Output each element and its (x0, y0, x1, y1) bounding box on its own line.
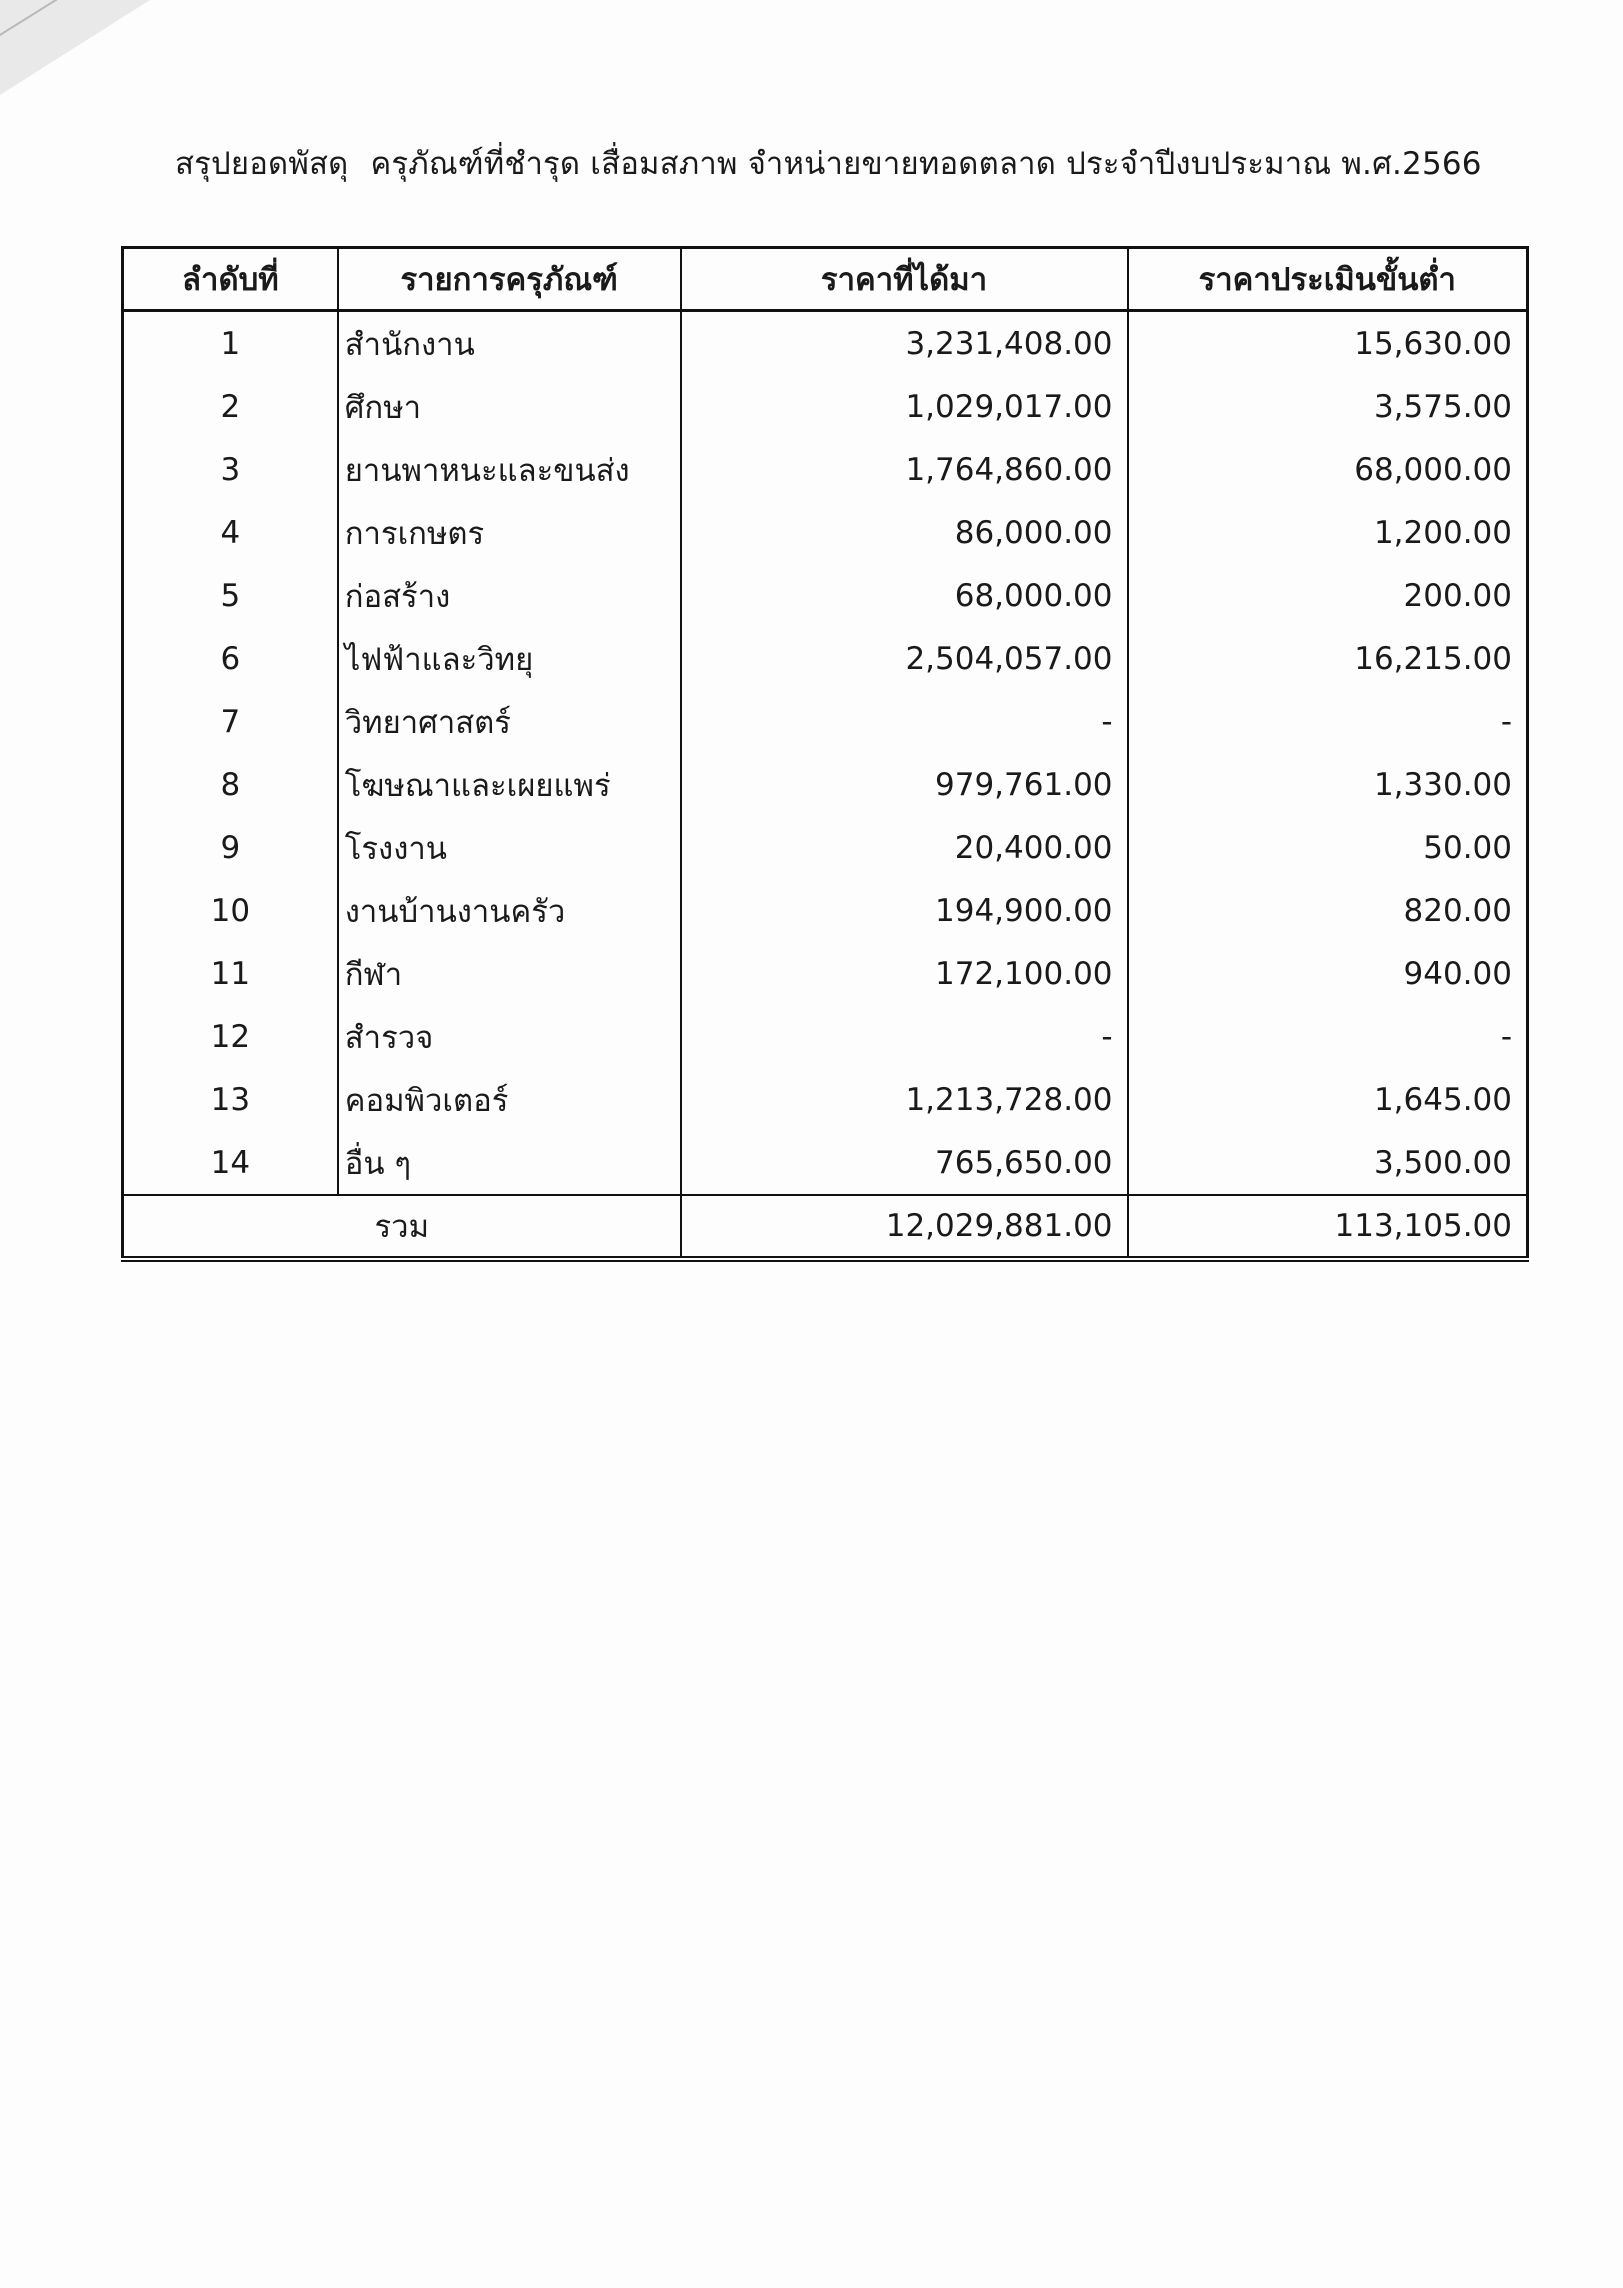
row-acquired-price: 1,029,017.00 (681, 375, 1128, 438)
row-item-name: การเกษตร (338, 501, 681, 564)
row-acquired-price: 194,900.00 (681, 879, 1128, 942)
row-acquired-price: 68,000.00 (681, 564, 1128, 627)
row-min-price: 16,215.00 (1128, 627, 1528, 690)
row-min-price: 940.00 (1128, 942, 1528, 1005)
row-min-price: - (1128, 1005, 1528, 1068)
row-acquired-price: 1,764,860.00 (681, 438, 1128, 501)
table-row (123, 690, 1528, 753)
row-item-name: ก่อสร้าง (338, 564, 681, 627)
row-acquired-price: 86,000.00 (681, 501, 1128, 564)
total-label: รวม (123, 1195, 681, 1259)
row-number: 8 (123, 753, 338, 816)
row-item-name: สำนักงาน (338, 311, 681, 376)
row-min-price: 1,645.00 (1128, 1068, 1528, 1131)
row-item-name: โฆษณาและเผยแพร่ (338, 753, 681, 816)
document-title (175, 138, 1482, 188)
row-acquired-price: 3,231,408.00 (681, 311, 1128, 376)
equipment-summary-table (121, 246, 1529, 1262)
table-row (123, 879, 1528, 942)
total-min-price: 113,105.00 (1128, 1195, 1528, 1259)
row-item-name: งานบ้านงานครัว (338, 879, 681, 942)
header-min-price: ราคาประเมินขั้นต่ำ (1128, 248, 1528, 311)
table-row (123, 627, 1528, 690)
row-min-price: 200.00 (1128, 564, 1528, 627)
row-acquired-price: - (681, 690, 1128, 753)
row-acquired-price: 1,213,728.00 (681, 1068, 1128, 1131)
table-row (123, 1005, 1528, 1068)
folded-corner (0, 0, 150, 95)
row-item-name: อื่น ๆ (338, 1131, 681, 1195)
row-number: 3 (123, 438, 338, 501)
title-part-2: ครุภัณฑ์ที่ชำรุด เสื่อมสภาพ จำหน่ายขายทอดตลาด ประจำปีงบประมาณ พ.ศ.2566 (370, 146, 1482, 182)
row-item-name: ศึกษา (338, 375, 681, 438)
row-acquired-price: 172,100.00 (681, 942, 1128, 1005)
row-number: 11 (123, 942, 338, 1005)
table-row (123, 438, 1528, 501)
row-number: 14 (123, 1131, 338, 1195)
row-number: 6 (123, 627, 338, 690)
row-number: 13 (123, 1068, 338, 1131)
table-row (123, 311, 1528, 376)
table-header-row (123, 248, 1528, 311)
row-min-price: 1,200.00 (1128, 501, 1528, 564)
table-row (123, 375, 1528, 438)
total-row (123, 1195, 1528, 1259)
table-row (123, 753, 1528, 816)
row-number: 7 (123, 690, 338, 753)
row-number: 12 (123, 1005, 338, 1068)
row-number: 10 (123, 879, 338, 942)
row-item-name: โรงงาน (338, 816, 681, 879)
row-min-price: 1,330.00 (1128, 753, 1528, 816)
row-min-price: 15,630.00 (1128, 311, 1528, 376)
table-row (123, 816, 1528, 879)
row-acquired-price: - (681, 1005, 1128, 1068)
table-row (123, 942, 1528, 1005)
row-min-price: 3,575.00 (1128, 375, 1528, 438)
row-acquired-price: 20,400.00 (681, 816, 1128, 879)
row-item-name: กีฬา (338, 942, 681, 1005)
title-part-1: สรุปยอดพัสดุ (175, 146, 349, 182)
table-row (123, 501, 1528, 564)
row-item-name: วิทยาศาสตร์ (338, 690, 681, 753)
row-item-name: ไฟฟ้าและวิทยุ (338, 627, 681, 690)
row-min-price: 820.00 (1128, 879, 1528, 942)
row-number: 5 (123, 564, 338, 627)
row-number: 9 (123, 816, 338, 879)
row-min-price: 50.00 (1128, 816, 1528, 879)
total-acquired: 12,029,881.00 (681, 1195, 1128, 1259)
row-number: 2 (123, 375, 338, 438)
row-number: 1 (123, 311, 338, 376)
header-item: รายการครุภัณฑ์ (338, 248, 681, 311)
row-acquired-price: 765,650.00 (681, 1131, 1128, 1195)
row-min-price: 3,500.00 (1128, 1131, 1528, 1195)
row-item-name: สำรวจ (338, 1005, 681, 1068)
row-acquired-price: 979,761.00 (681, 753, 1128, 816)
header-acquired-price: ราคาที่ได้มา (681, 248, 1128, 311)
table-row (123, 564, 1528, 627)
row-min-price: - (1128, 690, 1528, 753)
header-no: ลำดับที่ (123, 248, 338, 311)
row-number: 4 (123, 501, 338, 564)
table-row (123, 1131, 1528, 1195)
row-acquired-price: 2,504,057.00 (681, 627, 1128, 690)
row-item-name: ยานพาหนะและขนส่ง (338, 438, 681, 501)
row-item-name: คอมพิวเตอร์ (338, 1068, 681, 1131)
table-row (123, 1068, 1528, 1131)
row-min-price: 68,000.00 (1128, 438, 1528, 501)
